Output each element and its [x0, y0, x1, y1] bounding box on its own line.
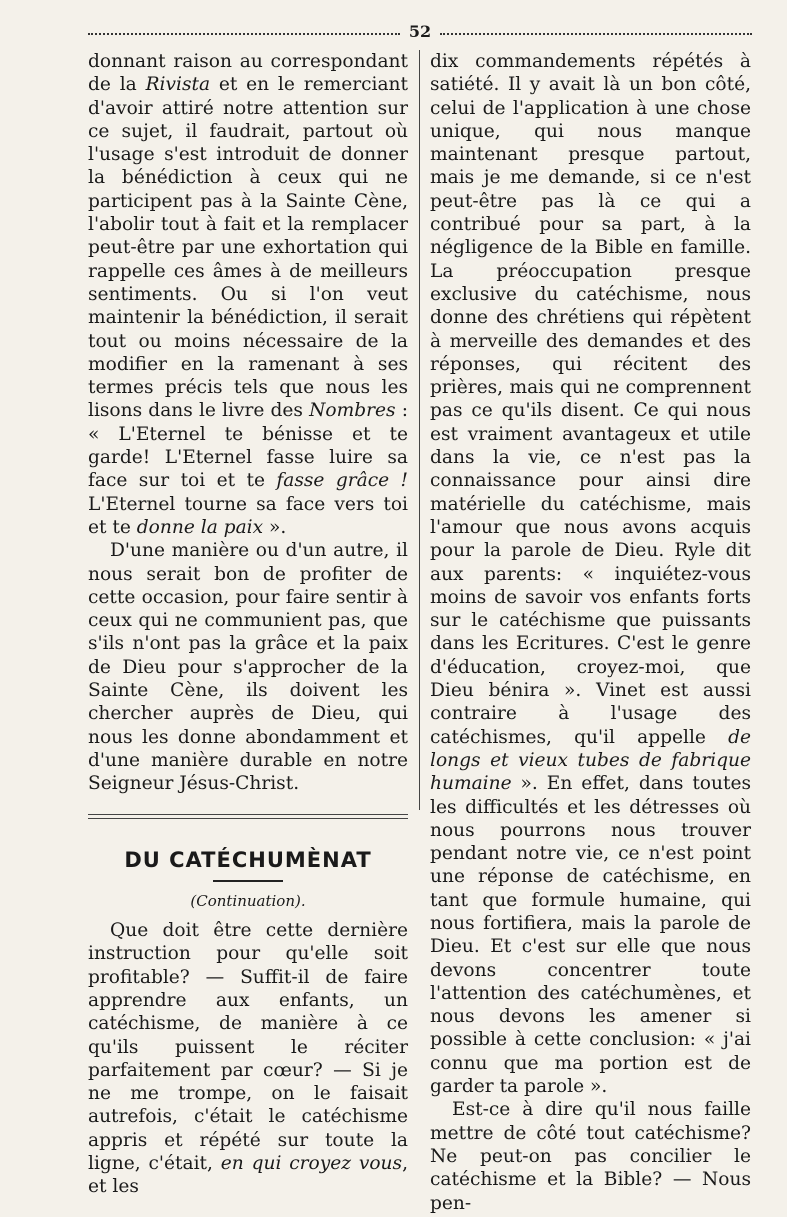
rivista-title: Rivista — [145, 74, 211, 96]
right-column — [430, 50, 751, 1215]
paragraph-question: Est-ce à dire qu'il nous faille mettre de côté tout catéchisme? Ne peut-on pas concilier le catéchisme et la Bible? — Nous pen- — [430, 1099, 751, 1214]
paragraph-occasion: D'une manière ou d'un autre, il nous serait bon de profiter de cette occasion, pour faire sentir à ceux qui ne communient pas, que s'ils n'ont pas la grâce et la paix de Dieu pour s'approcher de la Sainte Cène, ils doivent les chercher auprès de Dieu, qui nous les donne abondamment et d'une manière durable en notre Seigneur Jésus-Christ. — [88, 540, 408, 795]
continuation-note: (Continuation). — [190, 891, 306, 910]
page-header — [88, 22, 752, 46]
section-rule — [88, 814, 408, 819]
section-title: DU CATÉCHUMÈNAT — [124, 847, 372, 872]
left-column — [88, 50, 408, 1199]
column-divider — [419, 50, 420, 810]
header-ornament-left — [88, 33, 400, 35]
header-ornament-right — [440, 33, 752, 35]
vinet-quote: de longs et vieux tubes de fabrique humaine — [430, 726, 751, 795]
nombres-title: Nombres — [309, 400, 396, 422]
title-dash — [213, 880, 283, 882]
paragraph-benediction: donnant raison au correspondant de la Rivista et en le remerciant d'avoir attiré notre attention sur ce sujet, il faudrait, partout où l'usage s'est introduit de donner la bénédiction à ceux qui ne participent pas à la Sainte Cène, l'abolir tout à fait et la remplacer peut-être par une exhortation qui rappelle ces âmes à de meilleurs sentiments. Ou si l'on veut maintenir la bénédiction, il serait tout ou moins nécessaire de la modifier en la ramenant à ses termes précis tels que nous les lisons dans le livre des Nombres : « L'Eternel te bénisse et te garde! L'Eternel fasse luire sa face sur toi et te fasse grâce ! L'Eternel tourne sa face vers toi et te donne la paix ». — [88, 51, 409, 538]
paragraph-catechism: dix commandements répétés à satiété. Il y avait là un bon côté, celui de l'application à une chose unique, qui nous manque maintenant presque partout, mais je me demande, si ce n'est peut-être pas là ce qui a contribué pour sa part, à la négligence de la Bible en famille. La préoccupation presque exclusive du catéchisme, nous donne des chrétiens qui répètent à merveille des demandes et des réponses, qui récitent des prières, mais qui ne comprennent pas ce qu'ils disent. Ce qui nous est vraiment avantageux et utile dans la vie, ce n'est pas la connaissance pour ainsi dire matérielle du catéchisme, mais l'amour que nous avons acquis pour la parole de Dieu. Ryle dit aux parents: « inquiétez-vous moins de savoir vos enfants forts sur le catéchisme que puissants dans les Ecritures. C'est le genre d'éducation, croyez-moi, que Dieu bénira ». Vinet est aussi contraire à l'usage des catéchismes, qu'il appelle de longs et vieux tubes de fabrique humaine ». En effet, dans toutes les difficultés et les détresses où nous pourrons nous trouver pendant notre vie, ce n'est point une réponse de catéchisme, en tant que formule humaine, qui nous fortifiera, mais la parole de Dieu. Et c'est sur elle que nous devons concentrer toute l'attention des catéchumènes, et nous devons les amener si possible à cette conclusion: « j'ai connu que ma portion est de garder ta parole ». — [430, 51, 751, 1098]
paragraph-instruction: Que doit être cette dernière instruction pour qu'elle soit profitable? — Suffit-il de faire apprendre aux enfants, un catéchisme, de manière à ce qu'ils puissent le réciter parfaitement par cœur? — Si je ne me trompe, on le faisait autrefois, c'était le catéchisme appris et répété sur toute la ligne, c'était, en qui croyez vous, et les — [88, 920, 408, 1198]
page-number: 52 — [408, 22, 432, 41]
